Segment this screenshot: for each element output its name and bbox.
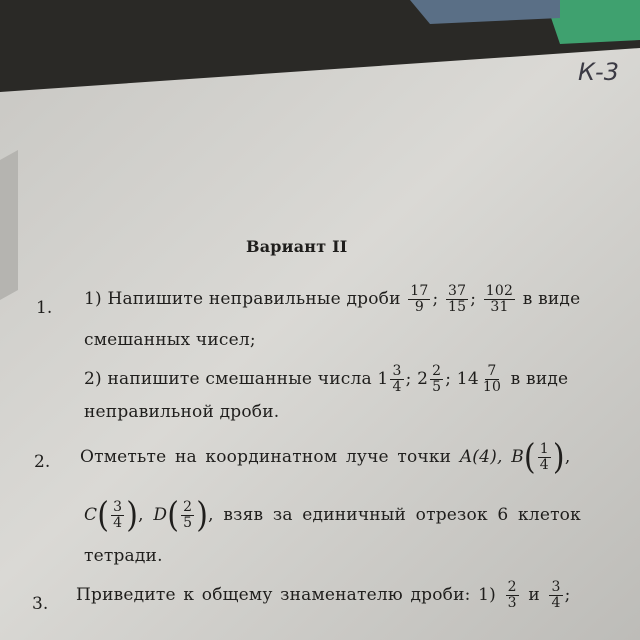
task3-fraction-2: $\frac{3}{4}$ bbox=[551, 579, 561, 611]
task1-part1-line2: смешанных чисел; bbox=[84, 330, 256, 350]
fraction-17-9: $\frac{17}{9}$ bbox=[410, 283, 429, 315]
page-title: Вариант II bbox=[246, 237, 348, 256]
point-d-fraction: $\frac{2}{5}$ bbox=[183, 499, 193, 531]
task2-line2: C( $\frac{3}{4}$ ), D( $\frac{2}{5}$ ), взяв за единичный отрезок 6 клеток bbox=[84, 494, 581, 536]
point-c-fraction: $\frac{3}{4}$ bbox=[113, 499, 123, 531]
task3-fraction-1: $\frac{2}{3}$ bbox=[507, 579, 517, 611]
point-a: A(4), bbox=[459, 447, 503, 467]
point-d-label: D bbox=[153, 505, 168, 525]
task1-part1-prefix: 1) Напишите неправильные дроби bbox=[84, 289, 401, 309]
task3-line1: Приведите к общему знаменателю дроби: 1) $\frac{2}{3}$ и $\frac{3}{4}$ ; bbox=[76, 579, 571, 611]
task-number-2: 2. bbox=[34, 452, 51, 472]
task2-line3: тетради. bbox=[84, 546, 163, 566]
task-number-1: 1. bbox=[36, 298, 53, 318]
fraction-37-15: $\frac{37}{15}$ bbox=[448, 283, 467, 315]
task1-part2-line2: неправильной дроби. bbox=[84, 402, 280, 422]
task1-part1-suffix: в виде bbox=[522, 289, 581, 309]
task2-line1: Отметьте на координатном луче точки A(4), B( $\frac{1}{4}$ ), bbox=[80, 436, 571, 478]
task-number-3: 3. bbox=[32, 594, 49, 614]
task1-part2-suffix: в виде bbox=[510, 369, 569, 389]
task1-part2-line1: 2) напишите смешанные числа 1 $\frac{3}{4}$ ; 2 $\frac{2}{5}$ ; 14 $\frac{7}{10}$ в виде bbox=[84, 363, 569, 395]
mixed-2-2-5: $\frac{2}{5}$ bbox=[432, 363, 442, 395]
fraction-102-31: $\frac{102}{31}$ bbox=[485, 283, 514, 315]
point-b-fraction: $\frac{1}{4}$ bbox=[539, 441, 549, 473]
handwritten-annotation: К-3 bbox=[578, 58, 619, 86]
task2-instruction: Отметьте на координатном луче точки bbox=[80, 447, 452, 467]
task2-unit-segment: взяв за единичный отрезок 6 клеток bbox=[223, 505, 581, 525]
task1-part1-line1: 1) Напишите неправильные дроби $\frac{17}{9}$ ; $\frac{37}{15}$ ; $\frac{102}{31}$ в виде bbox=[84, 283, 581, 315]
task1-part2-prefix: 2) напишите смешанные числа bbox=[84, 369, 372, 389]
point-c-label: C bbox=[84, 505, 98, 525]
point-b-label: B bbox=[511, 447, 524, 467]
mixed-1-3-4: $\frac{3}{4}$ bbox=[392, 363, 402, 395]
mixed-14-7-10: $\frac{7}{10}$ bbox=[482, 363, 502, 395]
task3-instruction: Приведите к общему знаменателю дроби: 1) bbox=[76, 585, 497, 605]
